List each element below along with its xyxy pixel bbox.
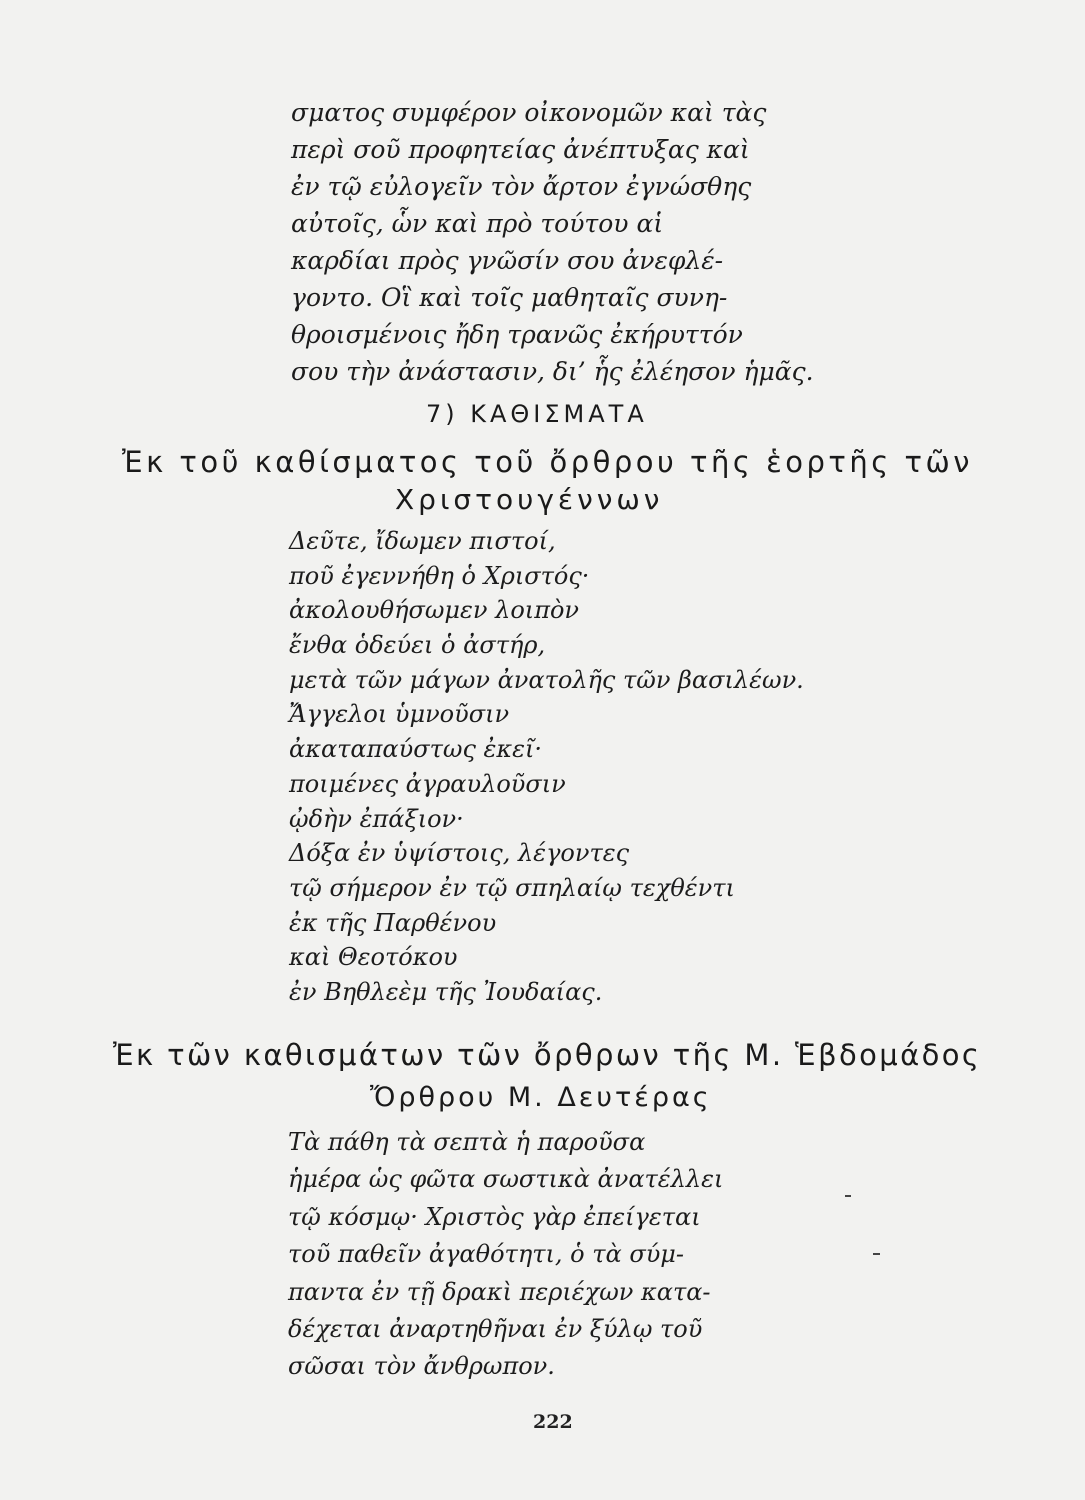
- subtitle-holy-week-line1: Ἐκ τῶν καθισμάτων τῶν ὄρθρων τῆς Μ. Ἑβδομάδος: [113, 1038, 982, 1072]
- hymn-line: ἡμέρα ὡς φῶτα σωστικὰ ἀνατέλλει: [288, 1165, 724, 1194]
- text-line: γοντο. Οἳ καὶ τοῖς μαθηταῖς συνη-: [291, 283, 728, 312]
- hymn-line: δέχεται ἀναρτηθῆναι ἐν ξύλῳ τοῦ: [288, 1314, 703, 1343]
- hymn-line: παντα ἐν τῇ δρακὶ περιέχων κατα-: [288, 1277, 711, 1306]
- text-line: σματος συμφέρον οἰκονομῶν καὶ τὰς: [291, 98, 767, 127]
- hymn-line: ἔνθα ὁδεύει ὁ ἀστήρ,: [289, 631, 546, 660]
- hymn-line: ποιμένες ἀγραυλοῦσιν: [289, 769, 566, 798]
- hymn-line: τῷ κόσμῳ· Χριστὸς γὰρ ἐπείγεται: [288, 1202, 701, 1231]
- print-speck: [845, 1195, 851, 1197]
- text-line: καρδίαι πρὸς γνῶσίν σου ἀνεφλέ-: [291, 246, 724, 275]
- page-number: 222: [533, 1411, 573, 1433]
- hymn-line: ἀκαταπαύστως ἐκεῖ·: [289, 735, 543, 764]
- hymn-holy-monday: [288, 1124, 723, 1386]
- hymn-line: σῶσαι τὸν ἄνθρωπον.: [288, 1352, 555, 1381]
- hymn-line: τοῦ παθεῖν ἀγαθότητι, ὁ τὰ σύμ-: [288, 1240, 685, 1269]
- text-line: περὶ σοῦ προφητείας ἀνέπτυξας καὶ: [291, 135, 750, 164]
- hymn-line: ἐκ τῆς Παρθένου: [289, 908, 497, 937]
- hymn-line: Δόξα ἐν ὑψίστοις, λέγοντες: [289, 839, 630, 868]
- subtitle-christmas-line2: Χριστουγέννων: [395, 483, 664, 516]
- text-line: σου τὴν ἀνάστασιν, δι’ ἧς ἐλέησον ἡμᾶς.: [291, 357, 814, 386]
- hymn-line: ᾠδὴν ἐπάξιον·: [289, 804, 464, 833]
- hymn-line: μετὰ τῶν μάγων ἀνατολῆς τῶν βασιλέων.: [289, 665, 804, 694]
- hymn-line: ἀκολουθήσωμεν λοιπὸν: [289, 596, 580, 625]
- hymn-christmas: [289, 524, 804, 1010]
- section-heading: 7) ΚΑΘΙΣΜΑΤΑ: [426, 400, 648, 428]
- print-speck: [873, 1253, 880, 1255]
- subtitle-christmas-line1: Ἐκ τοῦ καθίσματος τοῦ ὄρθρου τῆς ἑορτῆς τῶν: [122, 445, 973, 479]
- subtitle-holy-week-line2: Ὄρθρου Μ. Δευτέρας: [370, 1082, 712, 1113]
- hymn-line: Τὰ πάθη τὰ σεπτὰ ἡ παροῦσα: [288, 1128, 646, 1156]
- hymn-line: Δεῦτε, ἴδωμεν πιστοί,: [289, 527, 556, 555]
- hymn-line: καὶ Θεοτόκου: [289, 943, 458, 972]
- hymn-line: Ἄγγελοι ὑμνοῦσιν: [289, 700, 510, 729]
- text-line: θροισμένοις ἤδη τρανῶς ἐκήρυττόν: [291, 320, 743, 349]
- hymn-line: ἐν Βηθλεὲμ τῆς Ἰουδαίας.: [289, 977, 603, 1006]
- hymn-line: τῷ σήμερον ἐν τῷ σπηλαίῳ τεχθέντι: [289, 873, 735, 902]
- opening-passage: [291, 94, 814, 390]
- text-line: ἐν τῷ εὐλογεῖν τὸν ἄρτον ἐγνώσθης: [291, 172, 752, 201]
- text-line: αὐτοῖς, ὧν καὶ πρὸ τούτου αἱ: [291, 209, 664, 238]
- hymn-line: ποῦ ἐγεννήθη ὁ Χριστός·: [289, 561, 590, 590]
